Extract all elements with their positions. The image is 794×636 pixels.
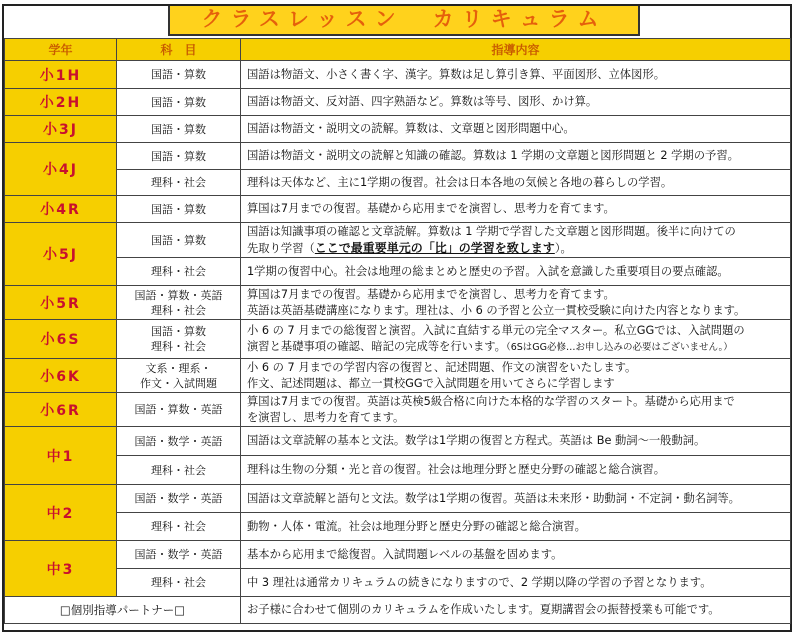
content-text: 先取り学習（ — [247, 241, 315, 255]
header-row — [5, 39, 791, 61]
subject-cell: 国語・算数 — [117, 143, 241, 170]
subject-cell: 国語・数学・英語 — [117, 427, 241, 456]
grade-cell: 中2 — [5, 485, 117, 541]
grade-cell: 小2H — [5, 89, 117, 116]
content-cell — [241, 359, 791, 393]
table-row — [5, 427, 791, 456]
grade-cell: 小6K — [5, 359, 117, 393]
subject-cell: 理科・社会 — [117, 513, 241, 541]
table-row — [5, 116, 791, 143]
partner-label: □個別指導パートナー□ — [5, 597, 241, 624]
content-cell: 国語は物語文・説明文の読解。算数は、文章題と図形問題中心。 — [241, 116, 791, 143]
table-row — [5, 89, 791, 116]
content-cell — [241, 320, 791, 359]
content-line: 英語は英語基礎講座になります。理社は、小 6 の予習と公立一貫校受験に向けた内容となります。 — [247, 303, 746, 317]
header-content: 指導内容 — [241, 39, 791, 61]
subject-line: 国語・算数 — [151, 325, 206, 338]
table-row — [5, 223, 791, 258]
content-cell: 動物・人体・電流。社会は地理分野と歴史分野の確認と総合演習。 — [241, 513, 791, 541]
content-line — [247, 240, 786, 257]
grade-cell: 小5J — [5, 223, 117, 286]
title-banner — [168, 6, 640, 36]
table-row — [5, 170, 791, 196]
subject-cell — [117, 359, 241, 393]
grade-cell: 小3J — [5, 116, 117, 143]
table-row — [5, 359, 791, 393]
subject-line: 理科・社会 — [151, 340, 206, 353]
subject-cell: 国語・数学・英語 — [117, 541, 241, 569]
grade-cell: 中1 — [5, 427, 117, 485]
subject-line: 文系・理系・ — [145, 361, 212, 375]
grade-cell: 小1H — [5, 61, 117, 89]
subject-line: 国語・算数・英語 — [134, 288, 223, 302]
subject-cell: 理科・社会 — [117, 569, 241, 597]
footer-row — [5, 597, 791, 624]
subject-cell: 国語・算数 — [117, 223, 241, 258]
header-grade: 学年 — [5, 39, 117, 61]
grade-cell: 小5R — [5, 286, 117, 320]
content-cell: 国語は文章読解と語句と文法。数学は1学期の復習。英語は未来形・助動詞・不定詞・動名詞等。 — [241, 485, 791, 513]
content-cell — [241, 223, 791, 258]
table-row — [5, 196, 791, 223]
note-text: （6SはGG必修…お申し込みの必要はございません。） — [505, 341, 733, 353]
subject-cell: 理科・社会 — [117, 170, 241, 196]
content-cell: 理科は生物の分類・光と音の復習。社会は地理分野と歴史分野の確認と総合演習。 — [241, 456, 791, 485]
grade-cell: 小6S — [5, 320, 117, 359]
subject-cell: 理科・社会 — [117, 258, 241, 286]
content-cell — [241, 286, 791, 320]
curriculum-table — [4, 38, 791, 624]
content-cell — [241, 393, 791, 427]
table-row — [5, 258, 791, 286]
subject-line: 理科・社会 — [151, 303, 206, 317]
content-text: ）。 — [554, 241, 572, 255]
content-text: 演習と基礎事項の確認、暗記の完成等を行います。 — [247, 339, 506, 353]
subject-cell: 国語・算数 — [117, 61, 241, 89]
content-cell: 国語は物語文、反対語、四字熟語など。算数は等号、図形、かけ算。 — [241, 89, 791, 116]
table-row — [5, 456, 791, 485]
subject-cell: 国語・算数 — [117, 89, 241, 116]
curriculum-sheet — [2, 4, 792, 632]
content-line: 作文、記述問題は、都立一貫校GGで入試問題を用いてさらに学習します — [247, 376, 615, 390]
header-subject: 科 目 — [117, 39, 241, 61]
subject-cell: 国語・数学・英語 — [117, 485, 241, 513]
content-cell: 算国は7月までの復習。基礎から応用までを演習し、思考力を育てます。 — [241, 196, 791, 223]
grade-cell: 小6R — [5, 393, 117, 427]
content-line — [247, 339, 786, 356]
subject-cell: 理科・社会 — [117, 456, 241, 485]
content-line: 小 6 の 7 月までの学習内容の復習と、記述問題、作文の演習をいたします。 — [247, 360, 637, 374]
table-row — [5, 393, 791, 427]
content-line: 国語は知識事項の確認と文章読解。算数は 1 学期で学習した文章題と図形問題。後半に向けての — [247, 224, 736, 238]
subject-cell: 国語・算数 — [117, 196, 241, 223]
subject-cell: 国語・算数 — [117, 116, 241, 143]
content-cell: 理科は天体など、主に1学期の復習。社会は日本各地の気候と各地の暮らしの学習。 — [241, 170, 791, 196]
table-row — [5, 485, 791, 513]
table-row — [5, 513, 791, 541]
table-row — [5, 569, 791, 597]
grade-cell: 小4R — [5, 196, 117, 223]
content-cell: 国語は物語文、小さく書く字、漢字。算数は足し算引き算、平面図形、立体図形。 — [241, 61, 791, 89]
grade-cell: 小4J — [5, 143, 117, 196]
content-cell: 中 3 理社は通常カリキュラムの続きになりますので、2 学期以降の学習の予習となります。 — [241, 569, 791, 597]
content-line: 算国は7月までの復習。英語は英検5級合格に向けた本格的な学習のスタート。基礎から応用まで — [247, 394, 735, 408]
table-row — [5, 61, 791, 89]
emphasis-text: ここで最重要単元の「比」の学習を致します — [314, 240, 555, 255]
page-title: クラスレッスン カリキュラム — [201, 7, 607, 31]
table-row — [5, 143, 791, 170]
subject-cell — [117, 286, 241, 320]
table-row — [5, 320, 791, 359]
content-line: 算国は7月までの復習。基礎から応用までを演習し、思考力を育てます。 — [247, 287, 615, 301]
content-cell: 基本から応用まで総復習。入試問題レベルの基盤を固めます。 — [241, 541, 791, 569]
content-line: を演習し、思考力を育てます。 — [247, 410, 405, 424]
content-cell: お子様に合わせて個別のカリキュラムを作成いたします。夏期講習会の振替授業も可能です。 — [241, 597, 791, 624]
subject-line: 作文・入試問題 — [140, 376, 217, 390]
content-cell: 1学期の復習中心。社会は地理の総まとめと歴史の予習。入試を意識した重要項目の要点確認。 — [241, 258, 791, 286]
content-cell: 国語は文章読解の基本と文法。数学は1学期の復習と方程式。英語は Be 動詞～一般動詞。 — [241, 427, 791, 456]
content-cell: 国語は物語文・説明文の読解と知識の確認。算数は 1 学期の文章題と図形問題と 2 学期の予習。 — [241, 143, 791, 170]
table-row — [5, 541, 791, 569]
table-row — [5, 286, 791, 320]
subject-cell — [117, 320, 241, 359]
subject-cell: 国語・算数・英語 — [117, 393, 241, 427]
grade-cell: 中3 — [5, 541, 117, 597]
content-line: 小 6 の 7 月までの総復習と演習。入試に直結する単元の完全マスター。私立GGでは、入試問題の — [247, 323, 745, 337]
